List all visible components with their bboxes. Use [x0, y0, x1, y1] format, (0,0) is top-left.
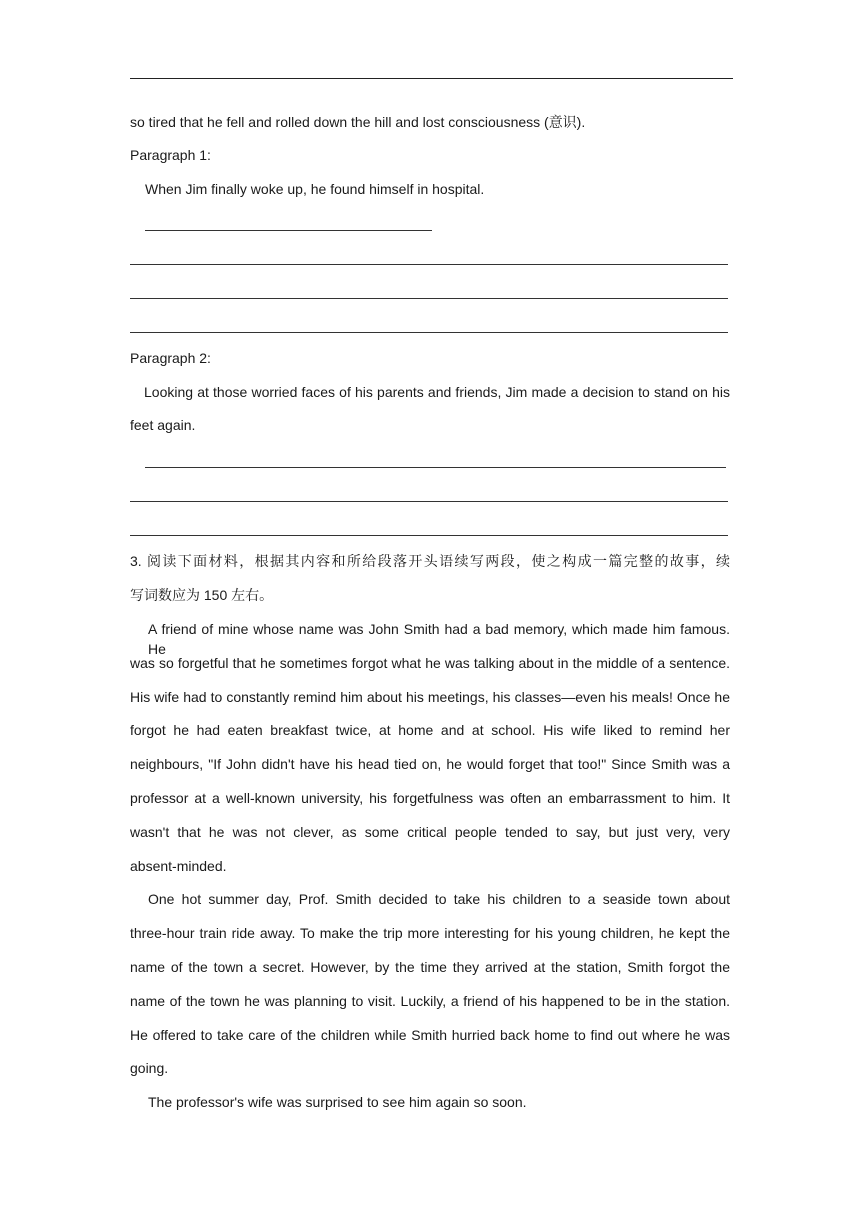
story-line: professor at a well-known university, his forgetfulness was often an embarrassment to him. It: [130, 790, 730, 806]
answer-line: [130, 332, 728, 333]
continued-text-line: so tired that he fell and rolled down the hill and lost consciousness (意识).: [130, 114, 586, 130]
story-line: One hot summer day, Prof. Smith decided to take his children to a seaside town about: [148, 891, 730, 907]
story-line: was so forgetful that he sometimes forgot what he was talking about in the middle of a sentence.: [130, 655, 730, 671]
story-line: forgot he had eaten breakfast twice, at home and at school. His wife liked to remind her: [130, 722, 730, 738]
story-line: name of the town he was planning to visit. Luckily, a friend of his happened to be in the station.: [130, 993, 730, 1009]
paragraph-2-opening-line: Looking at those worried faces of his parents and friends, Jim made a decision to stand on his: [144, 384, 730, 400]
story-line: name of the town a secret. However, by the time they arrived at the station, Smith forgot the: [130, 959, 730, 975]
story-line: The professor's wife was surprised to see him again so soon.: [148, 1094, 527, 1110]
answer-line: [130, 535, 728, 536]
paragraph-1-opening: When Jim finally woke up, he found himself in hospital.: [145, 181, 485, 197]
answer-line: [130, 501, 728, 502]
answer-line: [130, 298, 728, 299]
header-rule: [130, 78, 733, 79]
question-3-instruction: 写词数应为 150 左右。: [130, 587, 274, 603]
story-line: His wife had to constantly remind him about his meetings, his classes—even his meals! Once he: [130, 689, 730, 705]
story-line: wasn't that he was not clever, as some critical people tended to say, but just very, very: [130, 824, 730, 840]
answer-line: [145, 230, 432, 231]
paragraph-1-label: Paragraph 1:: [130, 147, 211, 163]
question-3-instruction: 3. 阅读下面材料，根据其内容和所给段落开头语续写两段，使之构成一篇完整的故事，续: [130, 553, 730, 569]
story-line: three-hour train ride away. To make the trip more interesting for his young children, he kept the: [130, 925, 730, 941]
paragraph-2-opening-line: feet again.: [130, 417, 196, 433]
story-line: A friend of mine whose name was John Smith had a bad memory, which made him famous. He: [148, 621, 730, 657]
answer-line: [130, 264, 728, 265]
story-line: neighbours, "If John didn't have his head tied on, he would forget that too!" Since Smith was a: [130, 756, 730, 772]
story-line: He offered to take care of the children while Smith hurried back home to find out where he was: [130, 1027, 730, 1043]
story-line: going.: [130, 1060, 169, 1076]
story-line: absent-minded.: [130, 858, 227, 874]
paragraph-2-label: Paragraph 2:: [130, 350, 211, 366]
answer-line: [145, 467, 726, 468]
